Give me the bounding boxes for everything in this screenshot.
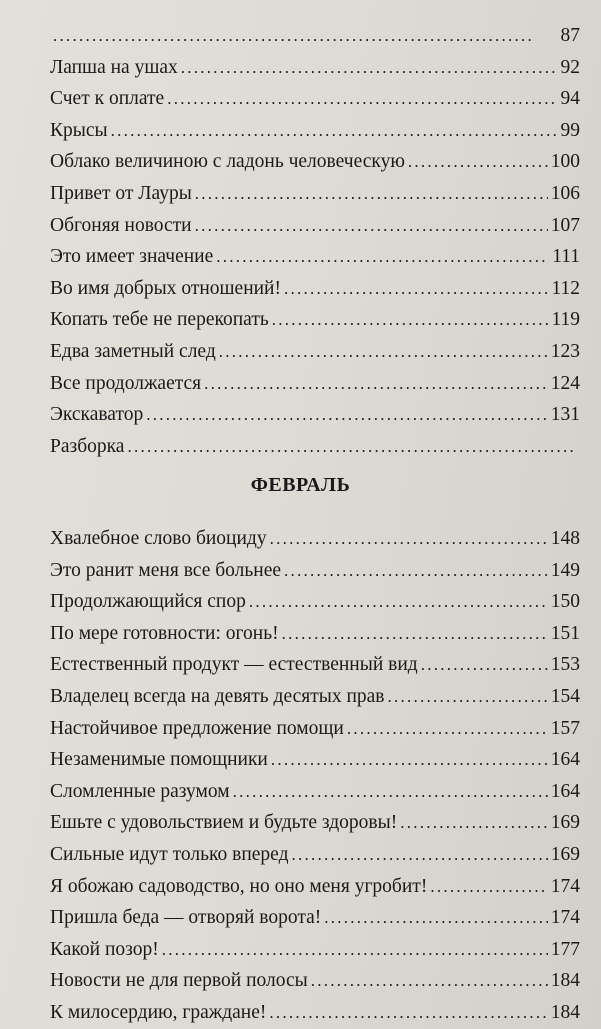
toc-entry-title: Облако величиною с ладонь человеческую: [50, 151, 405, 173]
toc-entry-page: 184: [550, 1001, 580, 1023]
toc-entry-page: 154: [550, 685, 580, 707]
toc-leader-dots: [269, 997, 547, 1029]
toc-leader-dots: [408, 146, 548, 178]
toc-leader-dots: [347, 713, 548, 745]
toc-entry: [50, 965, 580, 997]
toc-entry-page: 112: [551, 277, 580, 299]
toc-entry-page: 100: [550, 151, 580, 173]
toc-entry: [50, 902, 580, 934]
toc-entry-title: Разборка: [50, 435, 125, 457]
toc-entry-title: Продолжающийся спор: [50, 591, 246, 613]
toc-leader-dots: [111, 115, 558, 147]
toc-entry-page: 157: [550, 717, 580, 739]
toc-entry: [50, 713, 580, 745]
toc-entry-title: Незаменимые помощники: [50, 749, 268, 771]
toc-entry-page: 184: [550, 970, 580, 992]
toc-entry-page: 169: [550, 843, 580, 865]
toc-entry-title: Обгоняя новости: [50, 214, 192, 236]
toc-leader-dots: [292, 839, 548, 871]
toc-entry-page: 174: [550, 875, 580, 897]
toc-entry-title: Новости не для первой полосы: [50, 970, 308, 992]
toc-entry-title: Естественный продукт — естественный вид: [50, 654, 418, 676]
toc-entry-title: Экскаватор: [50, 404, 144, 426]
toc-entry-page: 164: [550, 749, 580, 771]
toc-entry-title: Ешьте с удовольствием и будьте здоровы!: [50, 812, 398, 834]
toc-leader-dots: [324, 902, 547, 934]
toc-entry: [50, 649, 580, 681]
toc-entry: [50, 146, 580, 178]
toc-entry: [50, 178, 580, 210]
toc-entry-title: Едва заметный след: [50, 340, 216, 362]
toc-entry-title: Привет от Лауры: [50, 182, 192, 204]
toc-entry-page: 92: [560, 56, 580, 78]
toc-entry-page: 151: [550, 622, 580, 644]
toc-entry-page: 124: [550, 372, 580, 394]
toc-leader-dots: [146, 399, 548, 431]
toc-entry-page: 99: [560, 119, 580, 141]
toc-entry-title: Какой позор!: [50, 938, 159, 960]
toc-section-one: [50, 20, 580, 462]
toc-entry-title: Сильные идут только вперед: [50, 843, 289, 865]
toc-leader-dots: [311, 965, 548, 997]
toc-entry: [50, 83, 580, 115]
toc-entry-page: 174: [550, 907, 580, 929]
toc-entry: [50, 241, 580, 273]
toc-section-two: [50, 523, 580, 1029]
toc-leader-dots: [430, 871, 547, 903]
toc-entry-page: 150: [550, 591, 580, 613]
toc-entry-page: 111: [552, 246, 580, 268]
toc-entry: [50, 934, 580, 966]
toc-entry: [50, 839, 580, 871]
toc-entry: [50, 336, 580, 368]
toc-entry: [50, 368, 580, 400]
toc-entry: [50, 523, 580, 555]
toc-entry-title: Владелец всегда на девять десятых прав: [50, 685, 385, 707]
toc-entry-title: Лапша на ушах: [50, 56, 178, 78]
toc-leader-dots: [421, 649, 548, 681]
toc-entry-title: К милосердию, граждане!: [50, 1001, 267, 1023]
toc-leader-dots: [249, 586, 548, 618]
toc-entry: [50, 273, 580, 305]
toc-leader-dots: [282, 618, 548, 650]
toc-entry: [50, 744, 580, 776]
toc-entry-title: Сломленные разумом: [50, 780, 230, 802]
toc-leader-dots: [127, 431, 577, 463]
toc-entry: [50, 807, 580, 839]
toc-entry-title: Хвалебное слово биоциду: [50, 528, 267, 549]
toc-entry-page: 169: [550, 812, 580, 834]
toc-leader-dots: [216, 241, 549, 273]
toc-entry-page: 94: [560, 88, 580, 110]
toc-entry: [50, 52, 580, 84]
toc-entry: [50, 586, 580, 618]
toc-entry-page: 149: [550, 559, 580, 581]
toc-entry-title: Все продолжается: [50, 372, 202, 394]
toc-entry: [50, 555, 580, 587]
toc-leader-dots: [167, 83, 557, 115]
toc-entry-title: Копать тебе не перекопать: [50, 309, 269, 331]
toc-entry-title: Это имеет значение: [50, 246, 214, 268]
toc-leader-dots: [219, 336, 548, 368]
toc-entry: [50, 304, 580, 336]
section-heading: ФЕВРАЛЬ: [250, 474, 351, 496]
toc-leader-dots: [181, 52, 558, 84]
toc-entry-page: 131: [550, 404, 580, 426]
toc-entry: [50, 681, 580, 713]
toc-entry-page: 87: [560, 25, 580, 46]
toc-entry-page: 119: [551, 309, 580, 331]
toc-leader-dots: [272, 304, 549, 336]
toc-leader-dots: [195, 210, 548, 242]
toc-entry: [50, 210, 580, 242]
toc-entry-page: 164: [550, 780, 580, 802]
toc-entry-page: 148: [550, 528, 580, 549]
toc-entry-page: 123: [550, 340, 580, 362]
toc-leader-dots: [400, 807, 548, 839]
toc-entry-title: Крысы: [50, 119, 108, 141]
toc-entry-title: Я обожаю садоводство, но оно меня угробит!: [50, 875, 428, 897]
toc-entry: [50, 20, 580, 52]
toc-entry: [50, 618, 580, 650]
toc-entry-title: По мере готовности: огонь!: [50, 622, 279, 644]
toc-leader-dots: [162, 934, 548, 966]
toc-leader-dots: [284, 273, 548, 305]
toc-entry-title: Настойчивое предложение помощи: [50, 717, 344, 739]
toc-entry: [50, 115, 580, 147]
toc-entry: [50, 871, 580, 903]
toc-entry-page: 177: [550, 938, 580, 960]
toc-entry-page: 153: [550, 654, 580, 676]
toc-leader-dots: [195, 178, 548, 210]
toc-leader-dots: [388, 681, 548, 713]
toc-leader-dots: [270, 523, 548, 555]
toc-leader-dots: [53, 20, 558, 52]
toc-entry: [50, 431, 580, 463]
toc-leader-dots: [204, 368, 548, 400]
toc-entry-title: Во имя добрых отношений!: [50, 277, 281, 299]
toc-entry-page: 107: [550, 214, 580, 236]
toc-leader-dots: [233, 776, 548, 808]
toc-entry-page: 106: [550, 182, 580, 204]
toc-leader-dots: [284, 555, 548, 587]
toc-leader-dots: [271, 744, 548, 776]
toc-entry: [50, 997, 580, 1029]
toc-entry-title: Счет к оплате: [50, 88, 165, 110]
toc-entry-title: Это ранит меня все больнее: [50, 559, 282, 581]
toc-entry: [50, 399, 580, 431]
toc-entry-title: Пришла беда — отворяй ворота!: [50, 907, 322, 929]
toc-entry: [50, 776, 580, 808]
